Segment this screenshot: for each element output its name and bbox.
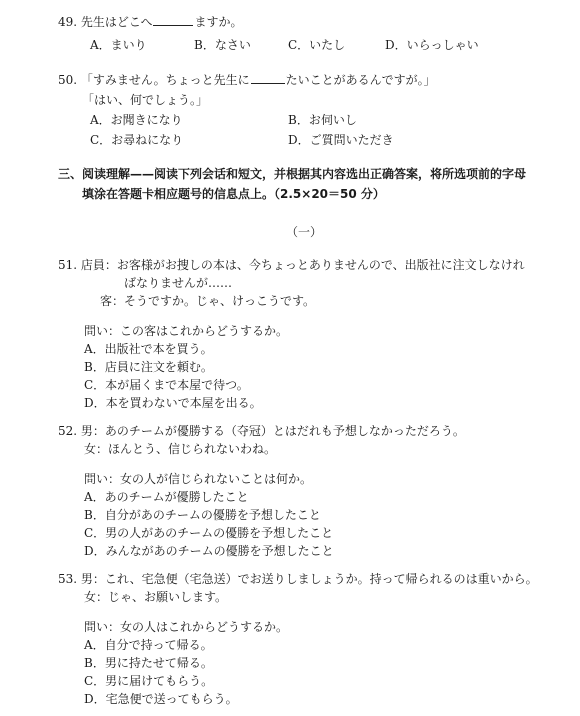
- option-c: C．男に届けてもらう。: [84, 674, 214, 688]
- dialog-line-continued: ばなりませんが……: [124, 276, 233, 290]
- option-a: A．出版社で本を買う。: [84, 342, 213, 356]
- option-a: A．あのチームが優勝したこと: [84, 490, 249, 504]
- question-50-line2: 「はい、何でしょう。」: [82, 93, 209, 107]
- dialog-line: 客：そうですか。じゃ、けっこうです。: [100, 294, 316, 308]
- section-title-line2: 填涂在答题卡相应题号的信息点上。（2.5×20＝50 分）: [82, 187, 385, 201]
- option-b: B．店員に注文を頼む。: [84, 360, 213, 374]
- option-b: B．なさい: [194, 38, 251, 52]
- option-b: B．お伺いし: [288, 113, 357, 127]
- stem-text: ますか。: [194, 15, 243, 29]
- question-prompt: 問い：女の人はこれからどうするか。: [84, 620, 289, 634]
- question-51-dialog: [58, 257, 525, 273]
- question-49-stem: [58, 14, 242, 30]
- question-number: 50.: [58, 73, 78, 87]
- answer-blank: [251, 72, 285, 84]
- section-title: 三、阅读理解——阅读下列会话和短文，并根据其内容选出正确答案，将所选项前的字母: [58, 167, 527, 181]
- question-52-dialog: [58, 423, 465, 439]
- question-number: 52.: [58, 424, 78, 438]
- dialog-line: 男：これ、宅急便（宅急送）でお送りしましょうか。持って帰られるのは重いから。: [80, 572, 538, 586]
- option-a: A．まいり: [90, 38, 147, 52]
- answer-blank: [153, 14, 193, 26]
- question-prompt: 問い：この客はこれからどうするか。: [84, 324, 289, 338]
- option-d: D．ご質問いただき: [288, 133, 394, 147]
- question-53-dialog: [58, 571, 538, 587]
- section-subheading: （一）: [286, 225, 323, 239]
- option-c: C．本が届くまで本屋で待つ。: [84, 378, 249, 392]
- option-d: D．みんながあのチームの優勝を予想したこと: [84, 544, 334, 558]
- question-number: 51.: [58, 258, 78, 272]
- option-a: A．自分で持って帰る。: [84, 638, 213, 652]
- option-c: C．男の人があのチームの優勝を予想したこと: [84, 526, 334, 540]
- dialog-line: 男：あのチームが優勝する（夺冠）とはだれも予想しなかっただろう。: [80, 424, 465, 438]
- dialog-line: 店員：お客様がお捜しの本は、今ちょっとありませんので、出版社に注文しなけれ: [80, 258, 525, 272]
- option-d: D．本を買わないで本屋を出る。: [84, 396, 262, 410]
- dialog-line: 女：ほんとう、信じられないわね。: [84, 442, 277, 456]
- option-b: B．自分があのチームの優勝を予想したこと: [84, 508, 321, 522]
- dialog-line: 女：じゃ、お願いします。: [84, 590, 228, 604]
- question-number: 49.: [58, 15, 78, 29]
- stem-text: 先生はどこへ: [80, 15, 153, 29]
- option-d: D．宅急便で送ってもらう。: [84, 692, 238, 706]
- option-d: D．いらっしゃい: [385, 38, 479, 52]
- stem-text: たいことがあるんですが。」: [285, 73, 436, 87]
- option-a: A．お聞きになり: [90, 113, 183, 127]
- question-number: 53.: [58, 572, 78, 586]
- question-50-stem: [58, 72, 436, 88]
- stem-text: 「すみません。ちょっと先生に: [80, 73, 250, 87]
- question-prompt: 問い：女の人が信じられないことは何か。: [84, 472, 313, 486]
- option-c: C．お尋ねになり: [90, 133, 184, 147]
- option-c: C．いたし: [288, 38, 346, 52]
- option-b: B．男に持たせて帰る。: [84, 656, 213, 670]
